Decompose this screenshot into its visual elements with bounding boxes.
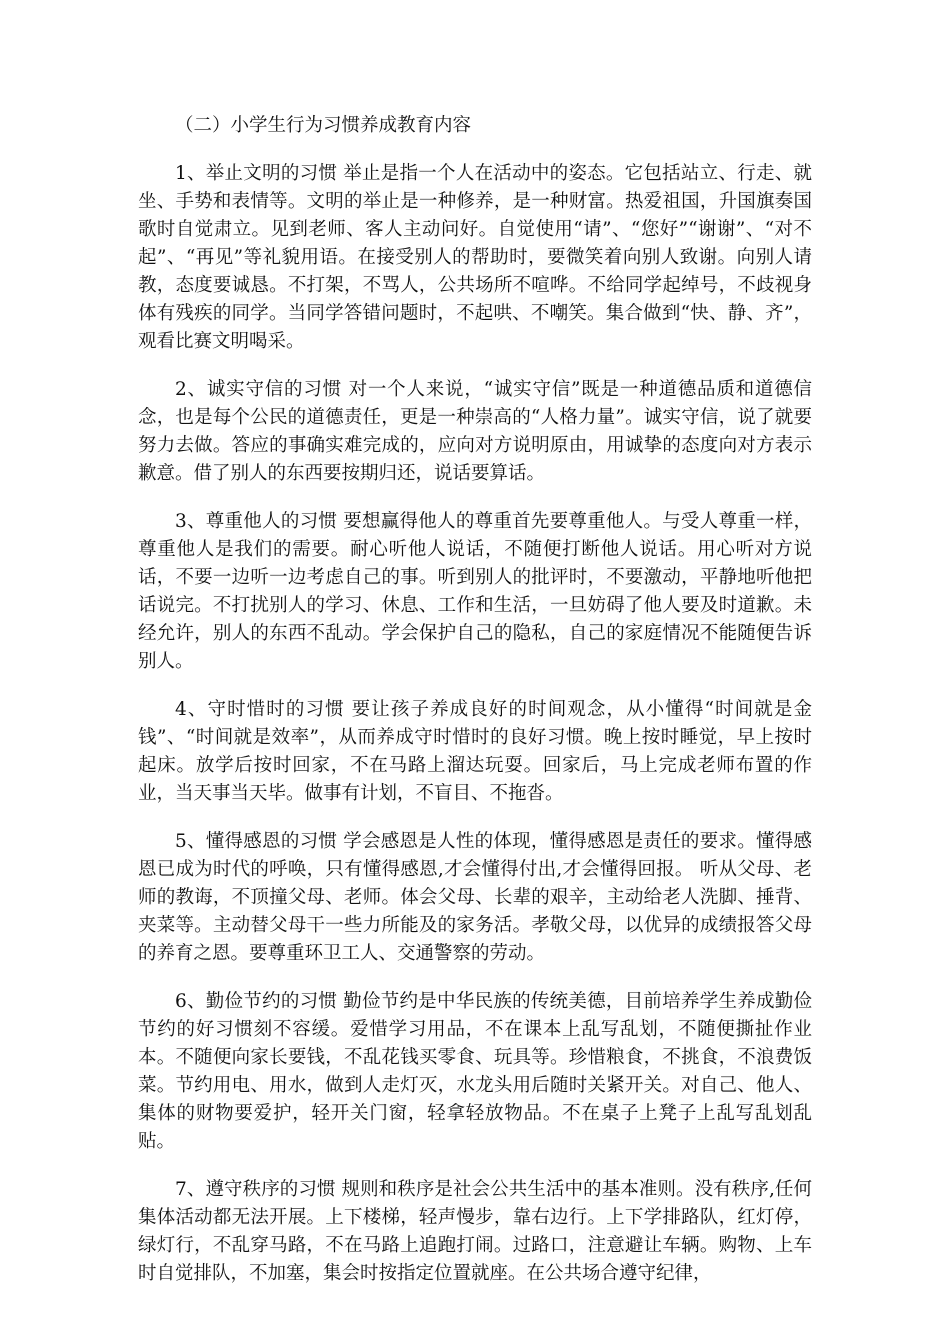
section-heading: （二）小学生行为习惯养成教育内容 <box>175 115 472 136</box>
paragraph-thrift: 6、勤俭节约的习惯 勤俭节约是中华民族的传统美德，目前培养学生养成勤俭节约的好习惯刻不容缓。爱惜学习用品，不在课本上乱写乱划，不随便撕扯作业本。不随便向家长要钱，不乱花钱买零食、玩具等。珍惜粮食，不挑食，不浪费饭菜。节约用电、用水，做到人走灯灭，水龙头用后随时关紧开关。对自己、他人、集体的财物要爱护，轻开关门窗，轻拿轻放物品。不在桌子上凳子上乱写乱划乱贴。 <box>138 991 812 1152</box>
document-body <box>138 112 812 1308</box>
paragraph-honesty: 2、诚实守信的习惯 对一个人来说，“诚实守信”既是一种道德品质和道德信念，也是每个公民的道德责任，更是一种崇高的“人格力量”。诚实守信，说了就要努力去做。答应的事确实难完成的，应向对方说明原由，用诚挚的态度向对方表示歉意。借了别人的东西要按期归还，说话要算话。 <box>138 379 812 484</box>
paragraph-order: 7、遵守秩序的习惯 规则和秩序是社会公共生活中的基本准则。没有秩序,任何集体活动都无法开展。上下楼梯，轻声慢步，靠右边行。上下学排路队，红灯停，绿灯行，不乱穿马路，不在马路上追跑打闹。过路口，注意避让车辆。购物、上车时自觉排队，不加塞，集会时按指定位置就座。在公共场合遵守纪律， <box>138 1179 812 1284</box>
paragraph-respect-others: 3、尊重他人的习惯 要想赢得他人的尊重首先要尊重他人。与受人尊重一样，尊重他人是我们的需要。耐心听他人说话，不随便打断他人说话。用心听对方说话，不要一边听一边考虑自己的事。听到别人的批评时，不要激动，平静地听他把话说完。不打扰别人的学习、休息、工作和生活，一旦妨碍了他人要及时道歉。未经允许，别人的东西不乱动。学会保护自己的隐私，自己的家庭情况不能随便告诉别人。 <box>138 511 812 672</box>
paragraph-gratitude: 5、懂得感恩的习惯 学会感恩是人性的体现，懂得感恩是责任的要求。懂得感恩已成为时代的呼唤，只有懂得感恩,才会懂得付出,才会懂得回报。 听从父母、老师的教诲，不顶撞父母、老师。体会父母、长辈的艰辛，主动给老人洗脚、捶背、夹菜等。主动替父母干一些力所能及的家务活。孝敬父母，以优异的成绩报答父母的养育之恩。要尊重环卫工人、交通警察的劳动。 <box>138 831 812 964</box>
paragraph-punctuality: 4、守时惜时的习惯 要让孩子养成良好的时间观念，从小懂得“时间就是金钱”、“时间就是效率”，从而养成守时惜时的良好习惯。晚上按时睡觉，早上按时起床。放学后按时回家，不在马路上溜达玩耍。回家后，马上完成老师布置的作业，当天事当天毕。做事有计划，不盲目、不拖沓。 <box>138 699 812 804</box>
paragraph-civilized-behavior: 1、举止文明的习惯 举止是指一个人在活动中的姿态。它包括站立、行走、就坐、手势和表情等。文明的举止是一种修养，是一种财富。热爱祖国，升国旗奏国歌时自觉肃立。见到老师、客人主动问好。自觉使用“请”、“您好”“谢谢”、“对不起”、“再见”等礼貌用语。在接受别人的帮助时，要微笑着向别人致谢。向别人请教，态度要诚恳。不打架，不骂人，公共场所不喧哗。不给同学起绰号，不歧视身体有残疾的同学。当同学答错问题时，不起哄、不嘲笑。集合做到“快、静、齐”，观看比赛文明喝采。 <box>138 163 812 352</box>
